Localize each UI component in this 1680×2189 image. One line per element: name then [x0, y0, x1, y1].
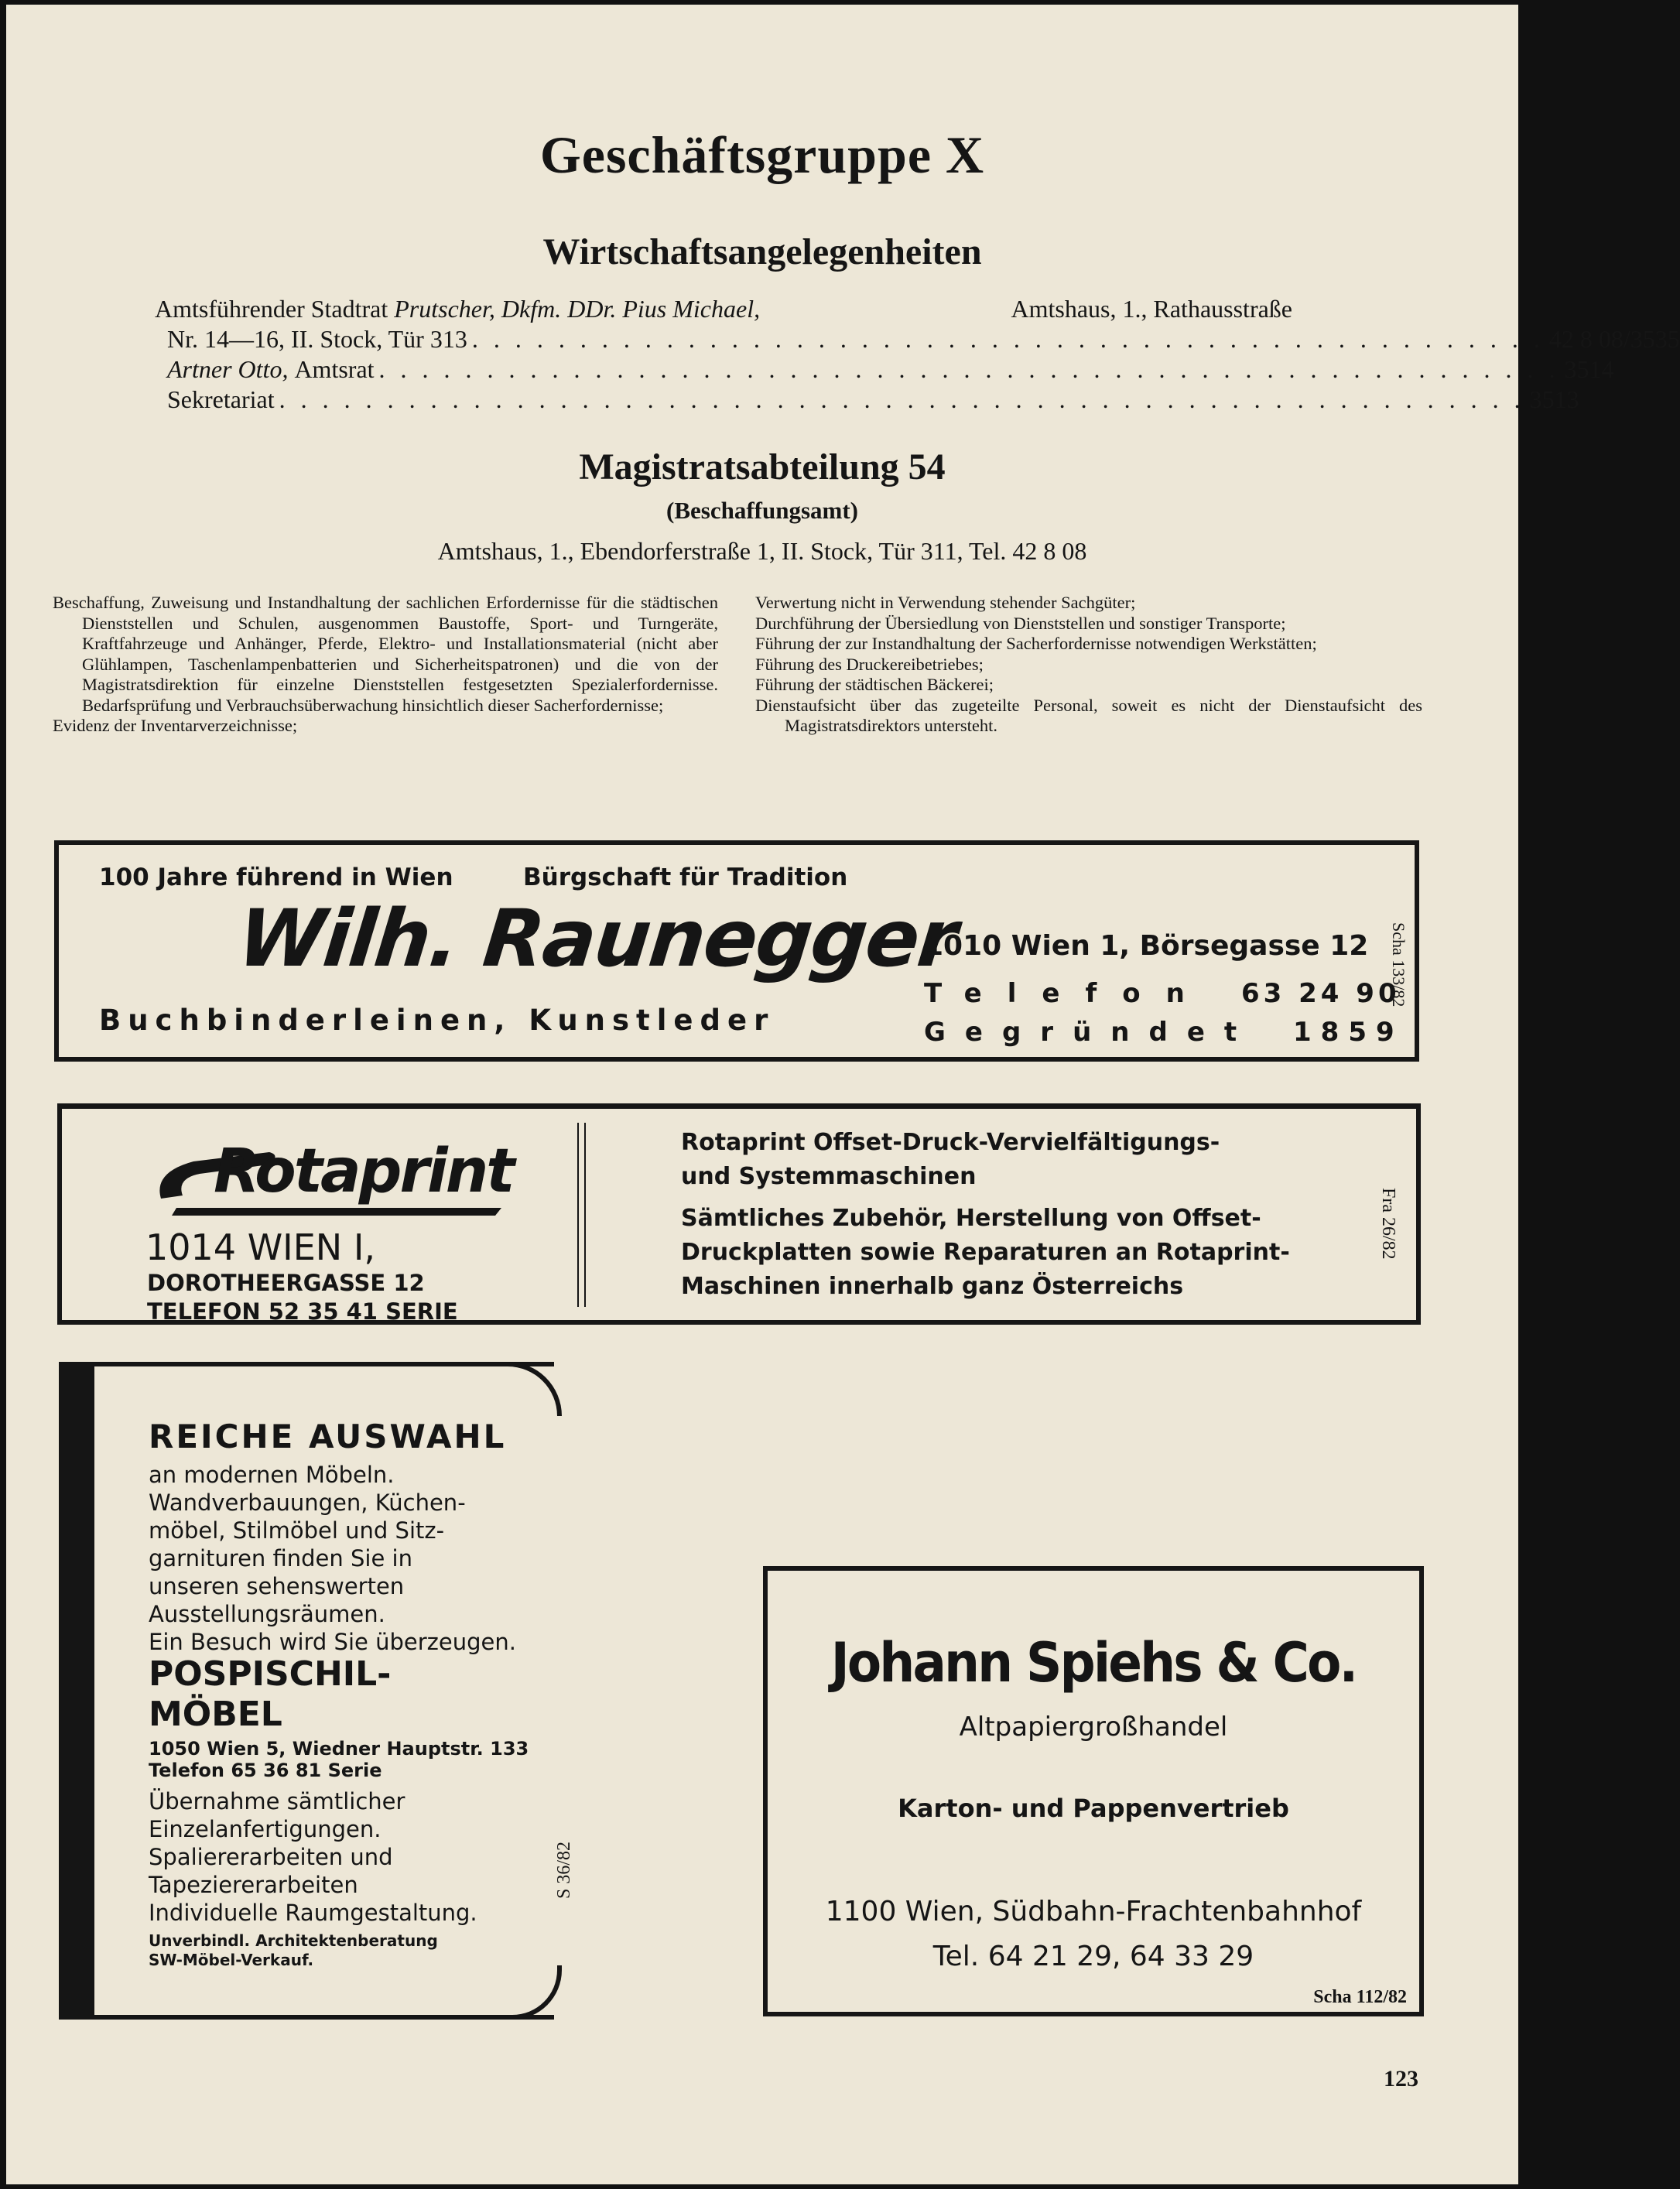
rotaprint-city: 1014 WIEN I,	[145, 1226, 376, 1268]
rotaprint-text-2: Sämtliches Zubehör, Herstellung von Offset-Druckplatten sowie Reparaturen an Rotaprint-Maschinen innerhalb ganz Österreichs	[681, 1205, 1290, 1300]
department-address: Amtshaus, 1., Ebendorferstraße 1, II. Stock, Tür 311, Tel. 42 8 08	[437, 537, 1087, 565]
frame-left-bar	[59, 1362, 94, 2020]
duty-item: Führung der städtischen Bäckerei;	[755, 675, 994, 694]
ad-raunegger-logo: Wilh. Raunegger	[233, 893, 960, 985]
stadtrat-address-line	[155, 324, 1680, 354]
pospischil-fine-print	[149, 1931, 438, 1970]
section-subtitle: Wirtschaftsangelegenheiten	[542, 231, 982, 272]
duty-item: Beschaffung, Zuweisung und Instandhaltung der sachlichen Erfordernisse für die städtischen Dienststellen und Schulen, ausgenommen Baustoffe, Sport- und Turngeräte, Kraftfahrzeuge und Anhänger, Pferde, Elektro- und Installationsmaterial (nicht aber Glühlampen, Taschenlampenbatterien und Sicherheitspatronen) und die von der Magistratsdirektion für einzelne Dienststellen festgesetzten Spezialerfordernisse. Bedarfsprüfung und Verbrauchsüberwachung hinsichtlich dieser Sacherfordernisse;	[53, 593, 718, 715]
ad-pospischil	[59, 1362, 585, 2024]
amtsrat-phone: 3514	[1564, 355, 1614, 383]
page-number: 123	[1384, 2066, 1418, 2092]
amtsrat-name: Artner Otto,	[167, 355, 289, 383]
duties-right-column	[755, 593, 1422, 737]
leader-dots: . . . . . . . . . . . . . . . . . . . . . . . . . . . . . . . . . . . . . . . . . . . . . . . . . . . . . . .	[378, 355, 1560, 383]
spiehs-address: 1100 Wien, Südbahn-Frachtenbahnhof	[825, 1896, 1362, 1927]
ad-founded: 1859	[1293, 1017, 1404, 1048]
ad-code: Scha 133/82	[1389, 922, 1408, 1007]
ad-code: Fra 26/82	[1378, 1188, 1398, 1260]
sekretariat-label: Sekretariat	[167, 385, 275, 413]
amtsrat-line	[155, 354, 1614, 385]
pospischil-body-2	[149, 1787, 477, 1927]
pospischil-name-2: MÖBEL	[149, 1695, 282, 1734]
frame-bottom	[59, 2015, 554, 2020]
duty-item: Führung der zur Instandhaltung der Sacherfordernisse notwendigen Werkstätten;	[755, 634, 1317, 653]
stadtrat-line	[155, 294, 1292, 324]
duty-item: Verwertung nicht in Verwendung stehender Sachgüter;	[755, 593, 1136, 612]
stadtrat-address: Nr. 14—16, II. Stock, Tür 313	[167, 325, 467, 353]
ad-phone-label: Telefon	[924, 978, 1210, 1009]
ad-code: S 36/82	[554, 1842, 574, 1900]
body-line: Tapeziererarbeiten	[149, 1872, 358, 1898]
ad-spiehs	[763, 1566, 1424, 2016]
divider-line	[577, 1123, 586, 1307]
sekretariat-line	[155, 385, 1579, 415]
rotaprint-logo-text: Rotaprint	[214, 1137, 513, 1206]
spiehs-phone: Tel. 64 21 29, 64 33 29	[932, 1941, 1254, 1972]
body-line: Ausstellungsräumen.	[149, 1601, 385, 1627]
stadtrat-phone: 42 8 08/3535	[1548, 325, 1680, 353]
pospischil-phone: Telefon 65 36 81 Serie	[149, 1760, 382, 1781]
ad-products: Buchbinderleinen, Kunstleder	[99, 1004, 775, 1037]
body-line: Ein Besuch wird Sie überzeugen.	[149, 1629, 516, 1655]
fine-line: Unverbindl. Architektenberatung	[149, 1931, 438, 1950]
body-line: Einzelanfertigungen.	[149, 1816, 382, 1842]
ad-address: 1010 Wien 1, Börsegasse 12	[924, 930, 1369, 962]
amtsrat-label: Amtsrat	[294, 355, 375, 383]
rotaprint-phone: TELEFON 52 35 41 SERIE	[147, 1298, 458, 1325]
pospischil-body	[149, 1461, 516, 1656]
ad-founded-label: Gegründet	[924, 1017, 1257, 1048]
ad-tagline-2: Bürgschaft für Tradition	[523, 864, 848, 891]
body-line: an modernen Möbeln.	[149, 1462, 395, 1488]
stadtrat-suffix: Amtshaus, 1., Rathausstraße	[1011, 295, 1292, 323]
ad-rotaprint	[57, 1103, 1421, 1325]
body-line: Wandverbauungen, Küchen-	[149, 1490, 466, 1516]
stadtrat-prefix: Amtsführender Stadtrat	[155, 295, 388, 323]
ad-raunegger	[54, 840, 1419, 1062]
leader-dots: . . . . . . . . . . . . . . . . . . . . . . . . . . . . . . . . . . . . . . . . . . . . . . . . . .	[471, 325, 1545, 353]
duty-item: Dienstaufsicht über das zugeteilte Personal, soweit es nicht der Dienstaufsicht des Magistratsdirektors untersteht.	[755, 695, 1422, 735]
pospischil-name-1: POSPISCHIL-	[149, 1654, 392, 1694]
body-line: Spaliererarbeiten und	[149, 1844, 393, 1870]
ad-phone: 63 24 90	[1241, 978, 1401, 1009]
leader-dots: . . . . . . . . . . . . . . . . . . . . . . . . . . . . . . . . . . . . . . . . . . . . . . . . . . . . . . . . . .	[279, 385, 1525, 413]
ad-code: Scha 112/82	[1313, 1987, 1407, 2007]
document-page	[6, 5, 1680, 2184]
spiehs-line-2: Karton- und Pappenvertrieb	[898, 1794, 1289, 1823]
duty-item: Führung des Druckereibetriebes;	[755, 654, 984, 674]
duty-item: Evidenz der Inventarverzeichnisse;	[53, 716, 298, 735]
fine-line: SW-Möbel-Verkauf.	[149, 1951, 314, 1969]
body-line: unseren sehenswerten	[149, 1573, 405, 1599]
frame-bottom-curve	[512, 1965, 562, 2020]
pospischil-heading: REICHE AUSWAHL	[149, 1418, 507, 1455]
ad-tagline-1: 100 Jahre führend in Wien	[99, 864, 453, 891]
sekretariat-phone: 3513	[1529, 385, 1579, 413]
body-line: garnituren finden Sie in	[149, 1545, 412, 1572]
body-line: möbel, Stilmöbel und Sitz-	[149, 1517, 445, 1544]
spiehs-name: Johann Spiehs & Co.	[830, 1631, 1357, 1695]
body-line: Individuelle Raumgestaltung.	[149, 1900, 477, 1926]
department-title: Magistratsabteilung 54	[579, 446, 946, 487]
pospischil-address: 1050 Wien 5, Wiedner Hauptstr. 133	[149, 1738, 529, 1760]
rotaprint-text-1: Rotaprint Offset-Druck-Vervielfältigungs- und Systemmaschinen	[681, 1129, 1220, 1190]
page-title: Geschäftsgruppe X	[539, 125, 985, 184]
frame-top	[59, 1362, 554, 1366]
rotaprint-street: DOROTHEERGASSE 12	[147, 1270, 425, 1296]
duty-item: Durchführung der Übersiedlung von Dienststellen und sonstiger Transporte;	[755, 613, 1286, 633]
duties-left-column	[53, 593, 718, 737]
department-subtitle: (Beschaffungsamt)	[666, 497, 858, 524]
body-line: Übernahme sämtlicher	[149, 1788, 405, 1814]
stadtrat-name: Prutscher, Dkfm. DDr. Pius Michael,	[394, 295, 761, 323]
rotaprint-logo	[145, 1124, 532, 1220]
spiehs-line-1: Altpapiergroßhandel	[959, 1712, 1228, 1743]
frame-top-curve	[508, 1362, 562, 1416]
directory-listing	[155, 294, 1680, 415]
